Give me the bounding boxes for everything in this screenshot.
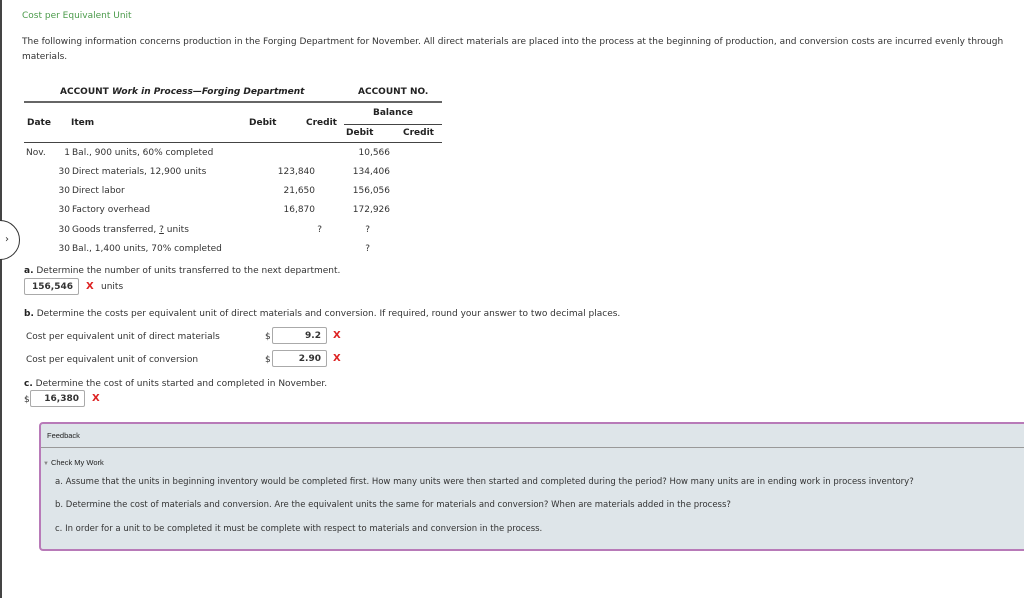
- question-c-prompt: c. Determine the cost of units started and completed in November.: [24, 379, 328, 389]
- ledger-header-rule: [24, 142, 442, 143]
- header-credit: Credit: [306, 118, 337, 128]
- question-b-prompt: b. Determine the costs per equivalent unit of direct materials and conversion. If required, round your answer to two decimal places.: [24, 309, 621, 319]
- ledger-row: 30 Direct labor 21,650 156,056: [58, 186, 390, 196]
- ledger-top-rule: [24, 101, 442, 103]
- materials-cost-label: Cost per equivalent unit of direct materials: [26, 332, 220, 342]
- dollar-sign: $: [265, 355, 271, 365]
- collapse-panel-button[interactable]: [0, 220, 20, 260]
- materials-cost-input[interactable]: 9.2: [272, 327, 327, 344]
- conversion-cost-label: Cost per equivalent unit of conversion: [26, 355, 199, 365]
- started-completed-cost-input[interactable]: 16,380: [30, 390, 85, 407]
- ledger-row: 30 Goods transferred, ? units ? ?: [58, 225, 370, 235]
- question-title: Cost per Equivalent Unit: [22, 11, 132, 21]
- incorrect-x-icon: X: [333, 353, 341, 364]
- question-intro: [22, 35, 1024, 65]
- feedback-divider: [41, 447, 1024, 448]
- ledger-row: Nov. 1 Bal., 900 units, 60% completed 10,566: [26, 148, 390, 158]
- balance-rule: [344, 124, 442, 125]
- intro-line-2: materials.: [22, 52, 68, 62]
- feedback-hint-c: c. In order for a unit to be completed it must be complete with respect to materials and conversion in the process.: [55, 524, 543, 534]
- credit-unknown: ?: [317, 225, 322, 235]
- feedback-panel: [39, 422, 1024, 551]
- units-unknown-marker: ?: [159, 225, 164, 235]
- account-number-label: ACCOUNT NO.: [358, 87, 429, 97]
- intro-line-1: The following information concerns production in the Forging Department for November. All direct materials are placed into the process at the beginning of production, and conversion costs are incurred evenly through: [22, 37, 1004, 47]
- incorrect-x-icon: X: [86, 281, 94, 292]
- account-name: Work in Process—Forging Department: [111, 87, 305, 97]
- incorrect-x-icon: X: [333, 330, 341, 341]
- feedback-hint-a: a. Assume that the units in beginning inventory would be completed first. How many units were then started and completed during the period? How many units are in ending work in process inventory?: [55, 477, 914, 487]
- units-label: units: [101, 282, 124, 292]
- triangle-down-icon: ▼: [43, 461, 49, 467]
- question-a-prompt: a. Determine the number of units transferred to the next department.: [24, 266, 341, 276]
- header-balance-debit: Debit: [346, 128, 374, 138]
- ledger-row: 30 Bal., 1,400 units, 70% completed ?: [58, 244, 370, 254]
- units-transferred-input[interactable]: 156,546: [24, 278, 79, 295]
- header-balance-credit: Credit: [403, 128, 434, 138]
- account-title: ACCOUNT Work in Process—Forging Department: [60, 87, 305, 97]
- ledger-row: 30 Direct materials, 12,900 units 123,840 134,406: [58, 167, 390, 177]
- chevron-right-icon: ›: [5, 234, 9, 245]
- header-item: Item: [71, 118, 95, 128]
- header-balance: Balance: [373, 108, 413, 118]
- ledger-row: 30 Factory overhead 16,870 172,926: [58, 205, 390, 215]
- dollar-sign: $: [265, 332, 271, 342]
- incorrect-x-icon: X: [92, 393, 100, 404]
- conversion-cost-input[interactable]: 2.90: [272, 350, 327, 367]
- header-debit: Debit: [249, 118, 277, 128]
- dollar-sign: $: [24, 395, 30, 405]
- check-my-work-toggle[interactable]: ▼ Check My Work: [43, 458, 104, 467]
- feedback-hint-b: b. Determine the cost of materials and conversion. Are the equivalent units the same for materials and conversion? When are materials added in the process?: [55, 500, 731, 510]
- header-date: Date: [27, 118, 51, 128]
- feedback-title: Feedback: [47, 431, 80, 440]
